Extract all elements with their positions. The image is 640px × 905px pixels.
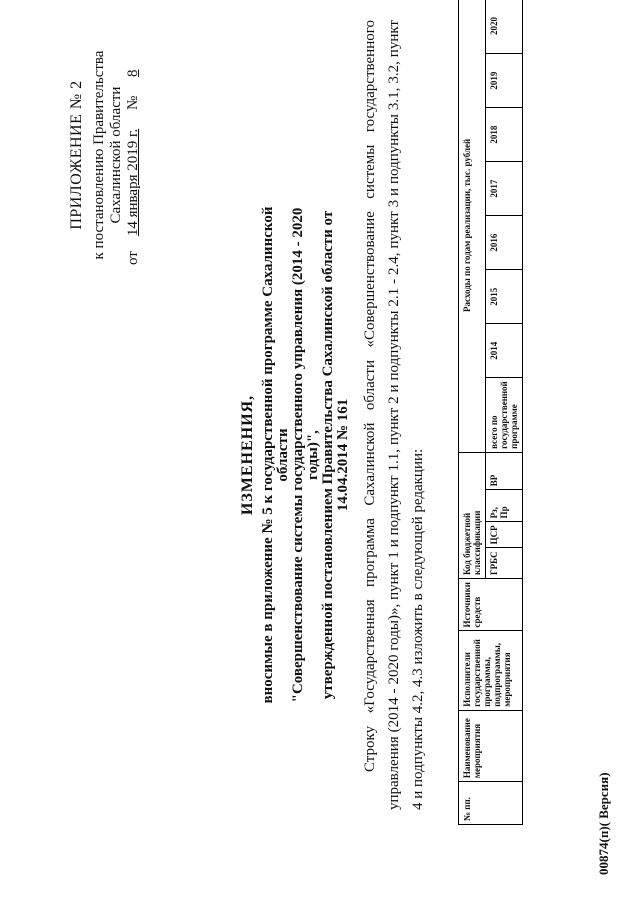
header-executors: Исполнители государственной программы, подпрограммы, мероприятия: [459, 631, 523, 710]
heading-line-3: утвержденной постановлением Правительства Сахалинской области от 14.04.2014 № 161: [320, 210, 351, 700]
heading-line-1: вносимые в приложение № 5 к государственной программе Сахалинской области: [260, 206, 291, 704]
date-prefix: от: [125, 251, 141, 265]
header-sources: Источники средств: [459, 579, 523, 631]
header-grbs: ГРБС: [486, 548, 523, 579]
header-year: 2017: [486, 162, 523, 216]
appendix-title: ПРИЛОЖЕНИЕ № 2: [68, 80, 85, 230]
document-number: 8: [125, 69, 141, 77]
version-footer: 00874(п)( Версия): [596, 772, 611, 875]
header-year: 2020: [486, 0, 523, 54]
document-heading: [240, 185, 351, 725]
budget-table: [458, 0, 523, 825]
header-year: 2018: [486, 108, 523, 162]
number-label: №: [125, 95, 141, 111]
heading-line-2: "Совершенствование системы государственного управления (2014 - 2020 годы)",: [290, 207, 321, 703]
header-year: 2019: [486, 54, 523, 108]
header-budget-code: Код бюджетной классификации: [459, 452, 486, 578]
appendix-line-1: к постановлению Правительства: [91, 50, 107, 260]
body-text: [358, 20, 430, 810]
header-total: всего по государственной программе: [486, 378, 523, 453]
appendix-block: [68, 45, 142, 265]
heading-title: ИЗМЕНЕНИЯ,: [239, 394, 256, 516]
header-year: 2016: [486, 216, 523, 270]
header-num: № пп.: [459, 782, 523, 825]
header-vr: ВР: [486, 452, 523, 489]
appendix-line-2: Сахалинской области: [108, 86, 124, 224]
header-year: 2015: [486, 270, 523, 324]
header-name: Наименование мероприятия: [459, 710, 523, 781]
header-rz-pr: Рз, Пр: [486, 490, 523, 522]
document-date: 14 января 2019 г.: [125, 128, 141, 237]
header-expenses: Расходы по годам реализации, тыс. рублей: [459, 0, 486, 452]
appendix-dateline: [125, 45, 142, 265]
header-csr: ЦСР: [486, 522, 523, 548]
body-paragraph: Строку «Государственная программа Сахалинской области «Совершенствование системы государственного управления (2014 - 2020 годы)», пункт 1 и подпункт 1.1, пункт 2 и подпункты 2.1 - 2.4, пункт 3 и подпункты 3.1, 3.2, пункт 4 и подпункты 4.2, 4.3 изложить в следующей редакции:: [362, 20, 426, 810]
header-year: 2014: [486, 324, 523, 378]
